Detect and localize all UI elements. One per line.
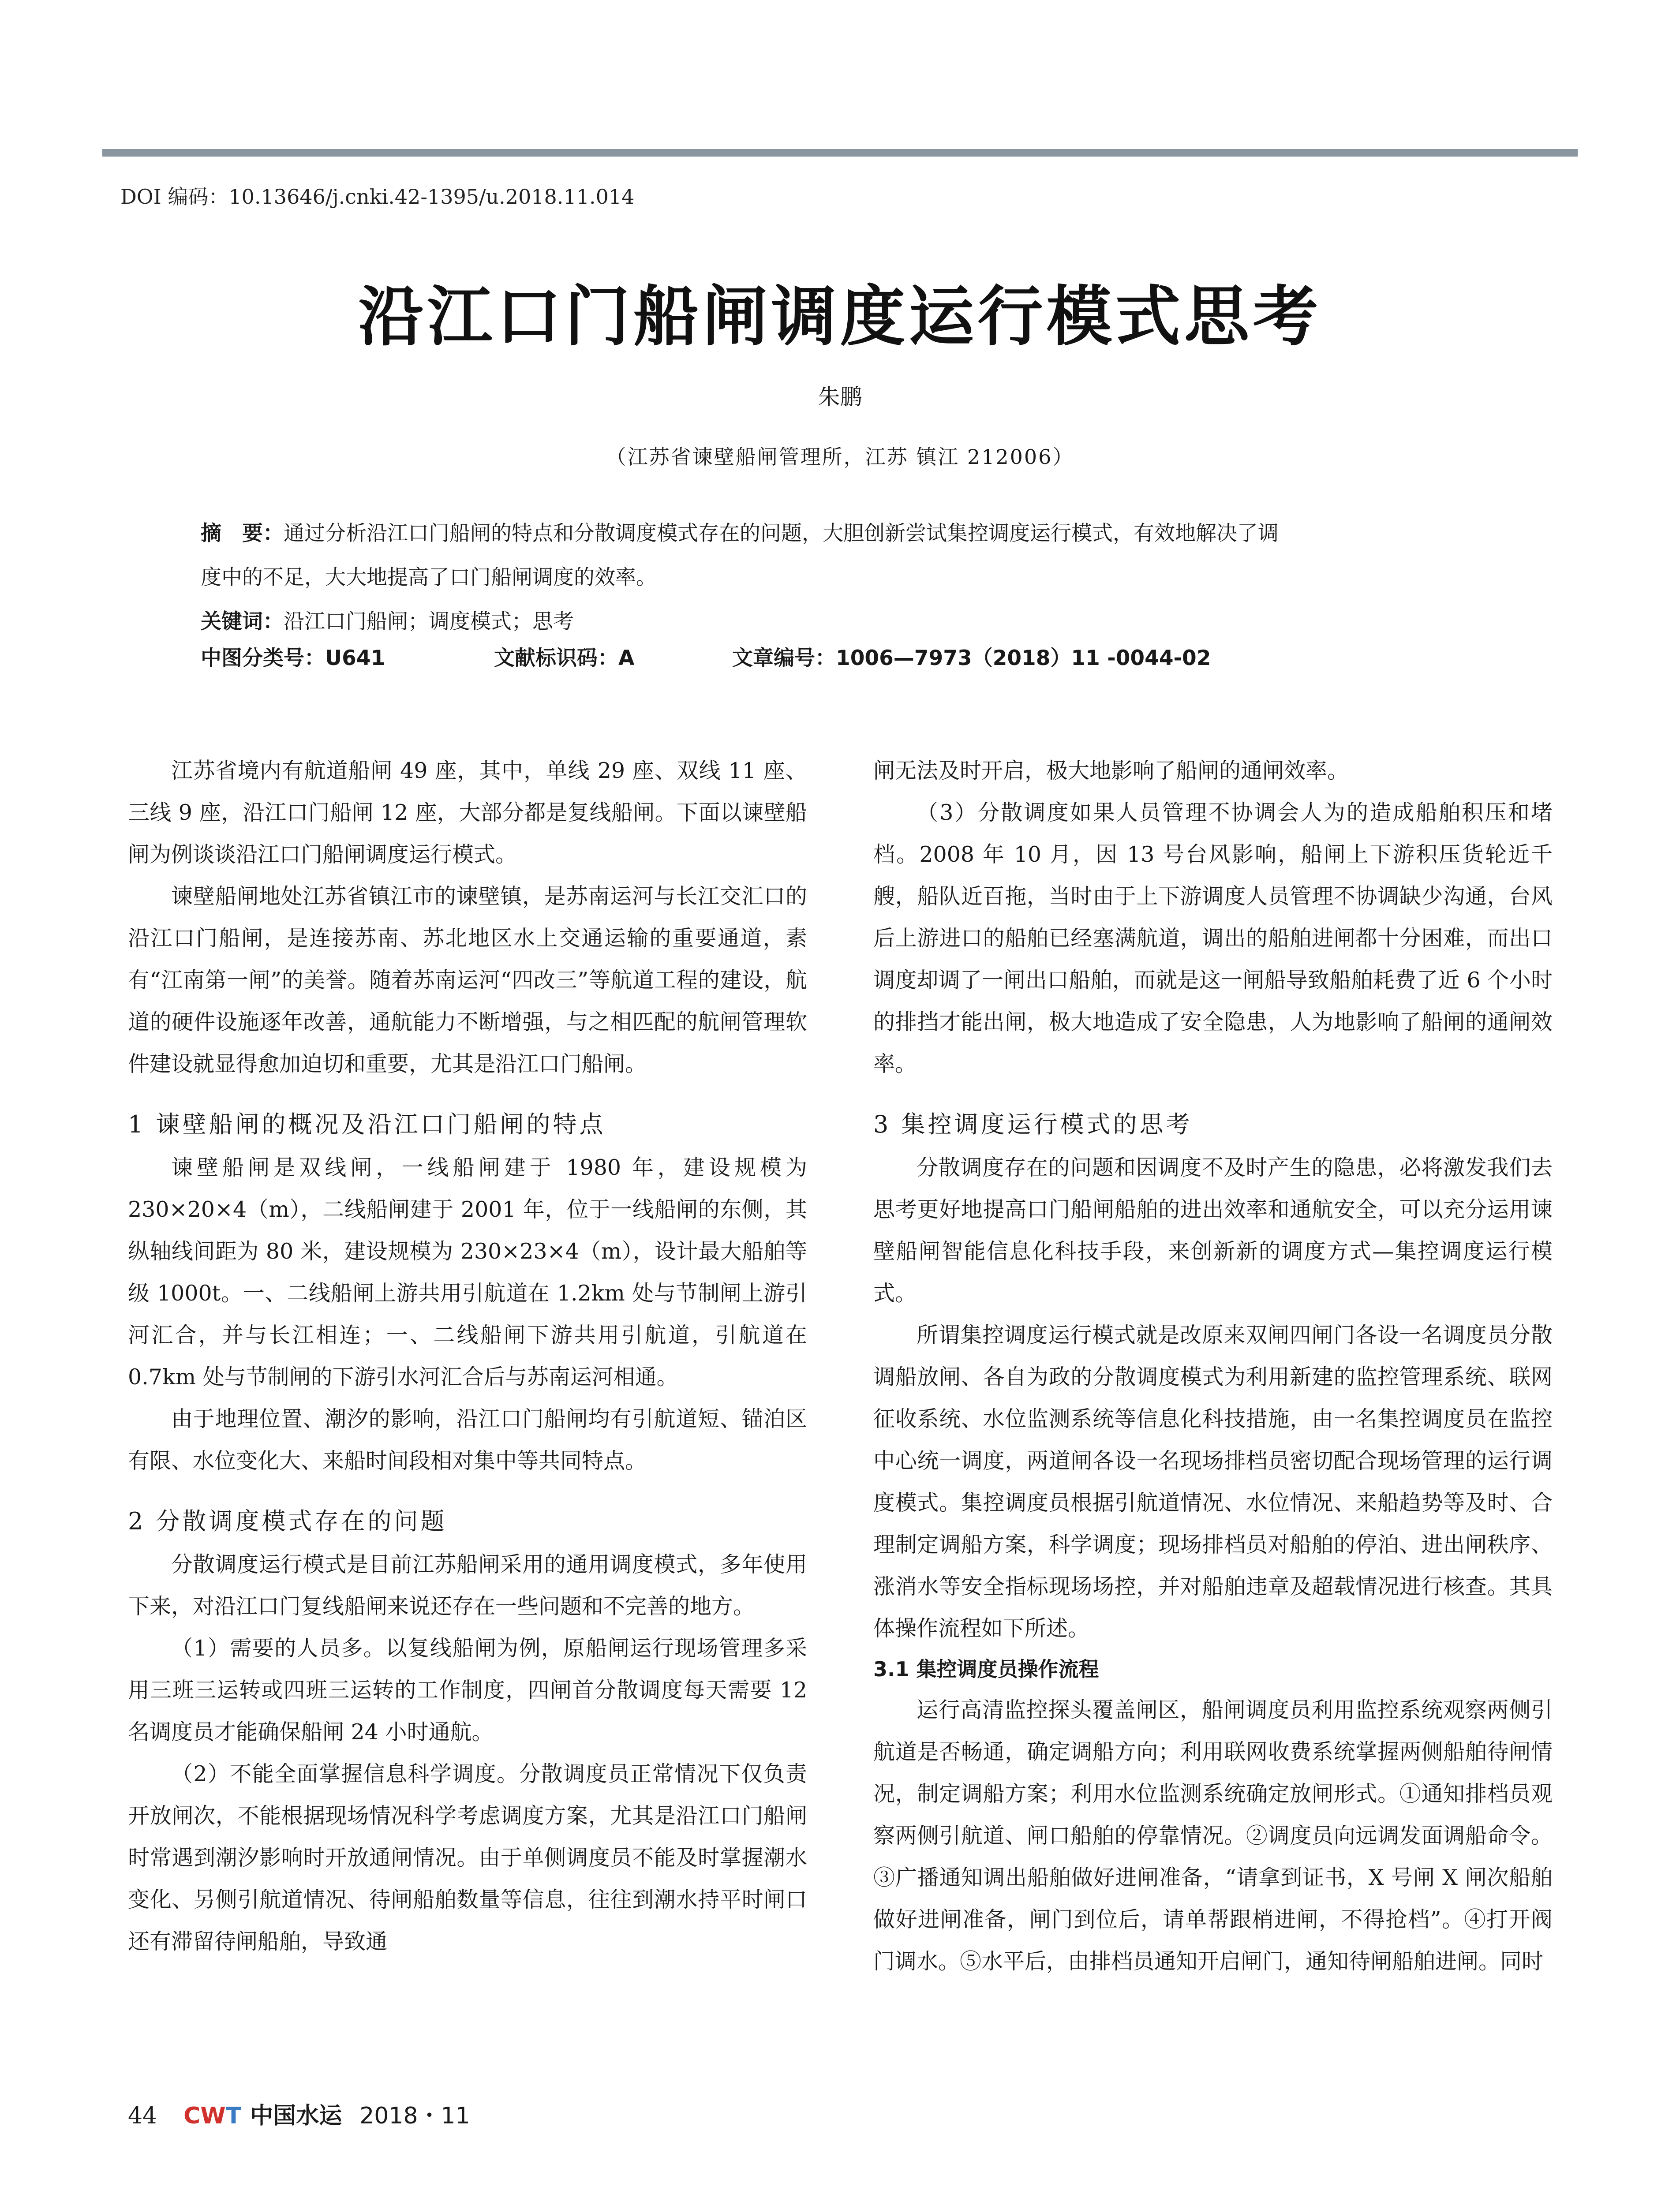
- page-number: 44: [128, 2103, 157, 2129]
- keywords-text: 沿江口门船闸；调度模式；思考: [284, 609, 574, 634]
- left-column: [128, 750, 807, 1962]
- paragraph: 江苏省境内有航道船闸 49 座，其中，单线 29 座、双线 11 座、三线 9 座，沿江口门船闸 12 座，大部分都是复线船闸。下面以谏壁船闸为例谈谈沿江口门船闸调度运行模式。: [128, 758, 807, 867]
- abstract-text-1: 通过分析沿江口门船闸的特点和分散调度模式存在的问题，大胆创新尝试集控调度运行模式，有效地解决了调: [284, 521, 1279, 546]
- issue-date: 2018・11: [359, 2103, 470, 2129]
- journal-logo-t: T: [225, 2103, 242, 2129]
- keywords-label: 关键词：: [201, 609, 284, 634]
- section-heading-2: 2 分散调度模式存在的问题: [128, 1507, 447, 1535]
- paragraph: 谏壁船闸地处江苏省镇江市的谏壁镇，是苏南运河与长江交汇口的沿江口门船闸，是连接苏南、苏北地区水上交通运输的重要通道，素有“江南第一闸”的美誉。随着苏南运河“四改三”等航道工程的建设，航道的硬件设施逐年改善，通航能力不断增强，与之相匹配的航闸管理软件建设就显得愈加迫切和重要，尤其是沿江口门船闸。: [128, 884, 807, 1076]
- page-footer: [128, 2097, 470, 2130]
- article-title: 沿江口门船闸调度运行模式思考: [358, 278, 1322, 355]
- paragraph: （2）不能全面掌握信息科学调度。分散调度员正常情况下仅负责开放闸次，不能根据现场情况科学考虑调度方案，尤其是沿江口门船闸时常遇到潮汐影响时开放通闸情况。由于单侧调度员不能及时掌握潮水变化、另侧引航道情况、待闸船舶数量等信息，往往到潮水持平时闸口还有滞留待闸船舶，导致通: [128, 1761, 807, 1954]
- paragraph: 运行高清监控探头覆盖闸区，船闸调度员利用监控系统观察两侧引航道是否畅通，确定调船方向；利用联网收费系统掌握两侧船舶待闸情况，制定调船方案；利用水位监测系统确定放闸形式。①通知排档员观察两侧引航道、闸口船舶的停靠情况。②调度员向远调发面调船命令。③广播通知调出船舶做好进闸准备，“请拿到证书，X 号闸 X 闸次船舶做好进闸准备，闸门到位后，请单帮跟梢进闸，不得抢档”。④打开阀门调水。⑤水平后，由排档员通知开启闸门，通知待闸船舶进闸。同时: [873, 1697, 1553, 1974]
- right-column: [873, 750, 1553, 1982]
- abstract-block: [201, 512, 1502, 644]
- doi-line: DOI 编码：10.13646/j.cnki.42-1395/u.2018.11.014: [120, 185, 635, 209]
- paragraph: 闸无法及时开启，极大地影响了船闸的通闸效率。: [873, 758, 1349, 783]
- paragraph: 分散调度存在的问题和因调度不及时产生的隐患，必将激发我们去思考更好地提高口门船闸船舶的进出效率和通航安全，可以充分运用谏壁船闸智能信息化科技手段，来创新新的调度方式—集控调度运行模式。: [873, 1155, 1553, 1306]
- paragraph: （1）需要的人员多。以复线船闸为例，原船闸运行现场管理多采用三班三运转或四班三运转的工作制度，四闸首分散调度每天需要 12 名调度员才能确保船闸 24 小时通航。: [128, 1636, 807, 1745]
- paragraph: 所谓集控调度运行模式就是改原来双闸四闸门各设一名调度员分散调船放闸、各自为政的分散调度模式为利用新建的监控管理系统、联网征收系统、水位监测系统等信息化科技措施，由一名集控调度员在监控中心统一调度，两道闸各设一名现场排档员密切配合现场管理的运行调度模式。集控调度员根据引航道情况、水位情况、来船趋势等及时、合理制定调船方案，科学调度；现场排档员对船舶的停泊、进出闸秩序、涨消水等安全指标现场场控，并对船舶违章及超载情况进行核查。其具体操作流程如下所述。: [873, 1323, 1553, 1641]
- abstract-label: 摘 要：: [201, 521, 284, 546]
- document-code: 文献标识码：A: [494, 646, 635, 670]
- clc-number: 中图分类号：U641: [201, 646, 385, 670]
- paragraph: 分散调度运行模式是目前江苏船闸采用的通用调度模式，多年使用下来，对沿江口门复线船闸来说还存在一些问题和不完善的地方。: [128, 1552, 807, 1619]
- keywords-line: [201, 600, 1502, 644]
- article-number: 文章编号：1006—7973（2018）11 -0044-02: [732, 646, 1211, 670]
- paragraph: 由于地理位置、潮汐的影响，沿江口门船闸均有引航道短、锚泊区有限、水位变化大、来船时间段相对集中等共同特点。: [128, 1406, 807, 1473]
- section-heading-1: 1 谏壁船闸的概况及沿江口门船闸的特点: [128, 1110, 606, 1138]
- section-heading-3: 3 集控调度运行模式的思考: [873, 1110, 1193, 1138]
- subsection-heading-3-1: 3.1 集控调度员操作流程: [873, 1657, 1099, 1681]
- abstract-line-2: 度中的不足，大大地提高了口门船闸调度的效率。: [201, 565, 657, 590]
- header-rule: [102, 149, 1578, 157]
- paragraph: 谏壁船闸是双线闸，一线船闸建于 1980 年，建设规模为 230×20×4（m），二线船闸建于 2001 年，位于一线船闸的东侧，其纵轴线间距为 80 米，建设规模为 230×23×4（m），设计最大船舶等级 1000t。一、二线船闸上游共用引航道在 1.2km 处与节制闸上游引河汇合，并与长江相连；一、二线船闸下游共用引航道，引航道在 0.7km 处与节制闸的下游引水河汇合后与苏南运河相通。: [128, 1155, 807, 1390]
- affiliation: （江苏省谏壁船闸管理所，江苏 镇江 212006）: [606, 445, 1074, 469]
- journal-logo-cw: CW: [183, 2103, 226, 2129]
- journal-name: 中国水运: [250, 2102, 342, 2129]
- paragraph: （3）分散调度如果人员管理不协调会人为的造成船舶积压和堵档。2008 年 10 月，因 13 号台风影响，船闸上下游积压货轮近千艘，船队近百拖，当时由于上下游调度人员管理不协调缺少沟通，台风后上游进口的船舶已经塞满航道，调出的船舶进闸都十分困难，而出口调度却调了一闸出口船舶，而就是这一闸船导致船舶耗费了近 6 个小时的排挡才能出闸，极大地造成了安全隐患，人为地影响了船闸的通闸效率。: [873, 800, 1553, 1076]
- author: 朱鹏: [818, 384, 862, 410]
- abstract-line-1: [201, 512, 1502, 556]
